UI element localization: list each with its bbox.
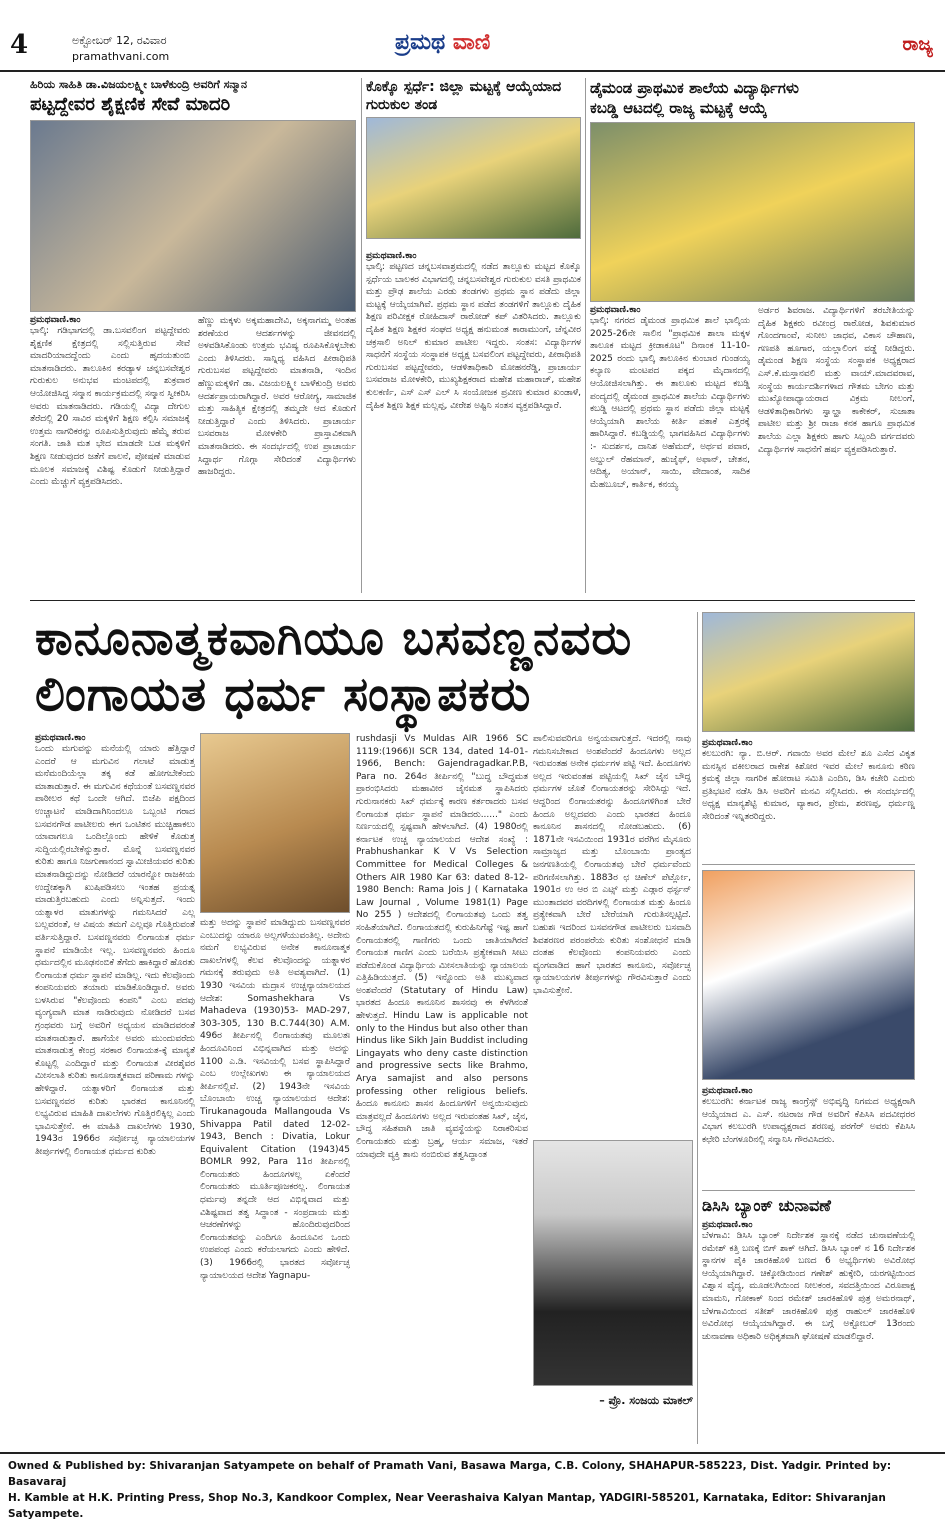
main-story-col3 <box>356 733 528 1438</box>
story5-byline: ಪ್ರಮಥವಾಣಿ.ಕಾಂ <box>702 1086 753 1096</box>
story6-headline: ಡಿಸಿಸಿ ಬ್ಯಾಂಕ್ ಚುನಾವಣೆ <box>702 1196 831 1215</box>
main-byline: ಪ್ರಮಥವಾಣಿ.ಕಾಂ <box>35 733 86 743</box>
story5-photo <box>702 870 915 1080</box>
story3-body-col2: ಅರ್ಡರ ಶಿವರಾಜ. ವಿದ್ಯಾರ್ಥಿಗಳಿಗೆ ತರಬೇತಿಯನ್ನು ದೈಹಿಕ ಶಿಕ್ಷಕರು ರವೀಂದ್ರ ರಾಠೋಡ, ಶಿವಕುಮಾರ ಗೊಂದಗಾಂವೆ, ಸುನೀಲ ಜಾಧವ, ವಿಕಾಸ ಚೌಹಾಣ, ಗಣಪತಿ ಹೂಗಾರ, ಯಲ್ಲಾಲಿಂಗ ವಡ್ಡೆ ನೀಡಿದ್ದರು. ಡೈಮಂಡ ಶಿಕ್ಷಣ ಸಂಸ್ಥೆಯ ಸಂಸ್ಥಾಪಕ ಅಧ್ಯಕ್ಷರಾದ ಎಸ್.ಕೆ.ಮಸ್ತಾನವಲಿ ಮತ್ತು ವಾಯ್.ಮಾದವರಾವ, ಸಂಸ್ಥೆಯ ಕಾರ್ಯದರ್ಶಿಗಳಾದ ಗೌತಮ ಬೇಗಂ ಮತ್ತು ಮುಖ್ಯೋಪಾಧ್ಯಾಯರಾದ ವಿಕ್ರಮ ನೀಲಂಗೆ, ಆಡಳಿತಾಧಿಕಾರಿಗಳು ಸ್ವಾಲ್ಹಾ ಕಾಕೇಕರ್, ಸುಜಾತಾ ಪಾಟೀಲ ಮತ್ತು ಶ್ರೀ ರಾಜಾ ಕನಕ ಹಾಗೂ ಪ್ರಾಥಮಿಕ ಶಾಲೆಯ ಎಲ್ಲಾ ಶಿಕ್ಷಕರು ಹಾಗು ಸಿಬ್ಬಂದಿ ವರ್ಗದವರು ವಿದ್ಯಾರ್ಥಿಗಳ ಸಾಧನೆಗೆ ಹರ್ಷ ವ್ಯಕ್ತಪಡಿಸಿರುತ್ತಾರೆ. <box>758 306 915 455</box>
main-story-col1 <box>35 733 195 1448</box>
story-divider <box>702 1190 915 1191</box>
column-divider <box>697 612 698 1444</box>
story6-body: ಬೆಳಗಾವಿ: ಡಿಸಿಸಿ ಬ್ಯಾಂಕ್ ನಿರ್ದೇಶಕ ಸ್ಥಾನಕ್ಕೆ ನಡೆದ ಚುನಾವಣೆಯಲ್ಲಿ ರಮೇಶ್ ಕತ್ತಿ ಬಣಕ್ಕೆ ಬಿಗ್ ಶಾಕ್ ಆಗಿದೆ. ಡಿಸಿಸಿ ಬ್ಯಾಂಕ್ ನ 16 ನಿರ್ದೇಶಕ ಸ್ಥಾನಗಳ ಪೈಕಿ ಜಾರಕಿಹೊಳಿ ಬಣದ 6 ಅಭ್ಯರ್ಥಿಗಳು ಅವಿರೋಧ ಆಯ್ಕೆಯಾಗಿದ್ದಾರೆ. ಚಿಕ್ಕೋಡಿಯಿಂದ ಗಣೇಶ್ ಹುಕ್ಕೇರಿ, ಯರಗಟ್ಟಿಯಿಂದ ವಿಶ್ವಾಸ ವೈದ್ಯ, ಮೂಡಲಗಿಯಿಂದ ನೀಲಕಂಠ, ಸವದತ್ತಿಯಿಂದ ವಿರೂಪಾಕ್ಷ ಮಾಮನಿ, ಗೋಕಾಕ್ ನಿಂದ ರಮೇಶ್ ಜಾರಕಿಹೊಳಿ ಪುತ್ರ ಅಮರನಾಥ್, ಬೆಳಗಾವಿಯಿಂದ ಸತೀಶ್ ಜಾರಕಿಹೊಳಿ ಪುತ್ರ ರಾಹುಲ್ ಜಾರಕಿಹೊಳಿ ಅವಿರೋಧ ಆಯ್ಕೆಯಾಗಿದ್ದಾರೆ. ಈ ಬಗ್ಗೆ ಅಕ್ಟೋಬರ್ 13ರಂದು ಚುನಾವಣಾ ಅಧಿಕಾರಿ ಅಧಿಕೃತವಾಗಿ ಘೋಷಣೆ ಮಾಡಲಿದ್ದಾರೆ. <box>702 1231 915 1342</box>
story6-byline: ಪ್ರಮಥವಾಣಿ.ಕಾಂ <box>702 1220 753 1230</box>
story1-kicker: ಹಿರಿಯ ಸಾಹಿತಿ ಡಾ.ವಿಜಯಲಕ್ಷ್ಮೀ ಬಾಳೆಕುಂದ್ರಿ ಅವರಿಗೆ ಸನ್ಮಾನ <box>30 78 248 91</box>
story2-photo <box>366 117 581 239</box>
main-body-col3: rushdasji Vs Muldas AIR 1966 SC 1119:(1966)I SCR 134, dated 14-01-1966, Bench: Gajendragadkar.P.B, Para no. 264ರ ತೀರ್ಪಿನಲ್ಲಿ "ಬುದ್ಧ ಬೌದ್ಧಮತ ಪ್ರಾರಂಭಿಸಿದರು ಮಹಾವೀರ ಜೈನಮತ ಸ್ಥಾಪಿಸಿದರು ಗುರುನಾನಕರು ಸಿಖ್ ಧರ್ಮಕ್ಕೆ ಕಾರಣ ಕರ್ತರಾದರು ಬಸವ ಲಿಂಗಾಯತ ಧರ್ಮ ಸ್ಥಾಪನೆ ಮಾಡಿದರು......" ಎಂದು ನಿರ್ಣಯದಲ್ಲಿ ಸ್ಪಷ್ಟವಾಗಿ ಹೇಳಲಾಗಿದೆ. (4) 1980ರಲ್ಲಿ ಕರ್ನಾಟಕ ಉಚ್ಚ ನ್ಯಾಯಾಲಯದ ಆದೇಶ ಸಂಖ್ಯೆ : Prabhushankar K V Vs Selection Committee for Medical Colleges & Others AIR 1980 Kar 63: dated 8-12-1980 Bench: Rama Jois J ( Karnataka Law Journal , Volume 1981(1) Page No 255 ) ಆದೇಶದಲ್ಲಿ ಲಿಂಗಾಯತವು ಒಂದು ತತ್ವ ಸಂಹಿತೆಯಾಗಿದೆ. ಲಿಂಗಾಯತದಲ್ಲಿ ಕುರುಹಿನಿಗೆಷ್ಟೆ ಇಷ್ಟ ಹಾಗೆ ಲಿಂಗಾಯತರಲ್ಲಿ ಗಾಣಿಗರು ಒಂದು ಜಾತಿಯಾಗಿರದೆ ಲಿಂಗಾಯತ ಗಾಣಿಗ ಎಂದು ಬರೆಯಿಸಿ ಪ್ರತ್ಯೇಕವಾಗಿ ಸೀಟು ಪಡೆದುಕೊಂಡ ವಿದ್ಯಾರ್ಥಿಯ ಮೀಸಲಾತಿಯನ್ನು ನ್ಯಾಯಾಲಯ ಎತ್ತಿಹಿಡಿಯುತ್ತದೆ. (5) ಇನ್ನೊಂದು ಅತಿ ಮುಖ್ಯವಾದ ಅಂಶವೆಂದರೆ (Statutary of Hindu Law) ಭಾರತದ ಹಿಂದೂ ಕಾನೂನಿನ ಶಾಸನವು ಈ ಕೆಳಗಿನಂತೆ ಹೇಳುತ್ತದೆ. Hindu Law is applicable not only to the Hindus but also other than Hindus like Sikh Jain Buddist including Lingayats who deny caste distinction and progressive sects like Brahmo, Arya samajist and also persons professing other religious beliefs. ಹಿಂದೂ ಕಾನೂನು ಶಾಸನ ಹಿಂದೂಗಳಿಗೆ ಅನ್ವಯಿಸುವುದು ಮಾತ್ರವಲ್ಲದೆ ಹಿಂದೂಗಳು ಅಲ್ಲದ ಇರುವಂತಹ ಸಿಖ್, ಜೈನ, ಬೌದ್ಧ ಸಹಿತವಾಗಿ ಜಾತಿ ವ್ಯವಸ್ಥೆಯನ್ನು ನಿರಾಕರಿಸುವ ಲಿಂಗಾಯತರು ಮತ್ತು ಬ್ರಹ್ಮ, ಆರ್ಯ ಸಮಾಜ, ಇತರೆ ಯಾವುದೇ ವ್ಯಕ್ತಿ ತಾನು ನಂಬಿರುವ ತತ್ವಸಿದ್ಧಾಂತ <box>356 734 528 1160</box>
section-label: ರಾಜ್ಯ <box>902 34 933 55</box>
story2-body: ಭಾಲ್ಕಿ: ಪಟ್ಟಣದ ಚನ್ನಬಸವಾಶ್ರಮದಲ್ಲಿ ನಡೆದ ತಾಲ್ಲೂಕು ಮಟ್ಟದ ಕೊಕ್ಕೊ ಸ್ಪರ್ಧೆಯ ಬಾಲಕರ ವಿಭಾಗದಲ್ಲಿ ಚನ್ನಬಸವೇಶ್ವರ ಗುರುಕುಲ ವಸತಿ ಪ್ರಾಥಮಿಕ ಮತ್ತು ಪ್ರೌಢ ಶಾಲೆಯ ಎರಡು ತಂಡಗಳು ಪ್ರಥಮ ಸ್ಥಾನ ಪಡೆದು ಜಿಲ್ಲಾ ಮಟ್ಟಕ್ಕೆ ಆಯ್ಕೆಯಾಗಿವೆ. ಪ್ರಥಮ ಸ್ಥಾನ ಪಡೆದ ತಂಡಗಳಿಗೆ ತಾಲ್ಲೂಕು ದೈಹಿಕ ಶಿಕ್ಷಣ ಪರಿವೀಕ್ಷಕ ರೋಹಿದಾಸ್ ರಾಠೋಡ್ ಕಪ್ ವಿತರಿಸಿದರು. ತಾಲ್ಲೂಕು ದೈಹಿಕ ಶಿಕ್ಷಣ ಶಿಕ್ಷಕರ ಸಂಘದ ಅಧ್ಯಕ್ಷ ಹನುಮಂತ ಕಾರಾಮುಂಗೆ, ಚೆನ್ನವೀರ ಚಕ್ರಸಾಲಿ ಅನಿಲ್ ಕುಮಾರ ಪಾಟೀಲ ಇದ್ದರು. ಸಂತಸ: ವಿದ್ಯಾರ್ಥಿಗಳ ಸಾಧನೆಗೆ ಸಂಸ್ಥೆಯ ಸಂಸ್ಥಾಪಕ ಅಧ್ಯಕ್ಷ ಬಸವಲಿಂಗ ಪಟ್ಟದ್ದೇವರು, ಪೀಠಾಧಿಪತಿ ಗುರುಬಸವ ಪಟ್ಟದ್ದೇವರು, ಆಡಳಿತಾಧಿಕಾರಿ ಮೋಹನರೆಡ್ಡಿ, ಪ್ರಾಚಾರ್ಯ ಬಸವರಾಜ ಮೋಳಕೇರಿ, ಮುಖ್ಯಶಿಕ್ಷಕರಾದ ಮಹೇಶ ಮಹಾರಾಜ್, ಮಹೇಶ ಕುಲಕರ್ಣಿ, ಎಸ್ ಎಸ್ ಎಲ್ ಸಿ ಸಂಯೋಜಕ ಪ್ರವೀಣ ಕುಮಾರ ಖಂಡಾಳೆ, ದೈಹಿಕ ಶಿಕ್ಷಣ ಶಿಕ್ಷಕ ಮಲ್ಲಪ್ಪ, ವೀರೇಶ ಅಷ್ಟಿನಿ ಸಂತಸ ವ್ಯಕ್ತಪಡಿಸಿದ್ದಾರೆ. <box>366 262 581 411</box>
main-headline-1: ಕಾನೂನಾತ್ಮಕವಾಗಿಯೂ ಬಸವಣ್ಣನವರು <box>35 611 633 666</box>
story2-headline: ಕೊಕ್ಕೊ ಸ್ಪರ್ಧೆ: ಜಿಲ್ಲಾ ಮಟ್ಟಕ್ಕೆ ಆಯ್ಕೆಯಾದ ಗುರುಕುಲ ತಂಡ <box>366 79 562 113</box>
site-url[interactable]: pramathvani.com <box>72 50 170 63</box>
story3-byline: ಪ್ರಮಥವಾಣಿ.ಕಾಂ <box>590 305 641 315</box>
basavanna-illustration <box>200 733 350 913</box>
story3-photo <box>590 122 915 302</box>
story1-photo <box>30 120 356 312</box>
main-story-col2 <box>200 733 350 1439</box>
issue-date: ಅಕ್ಟೋಬರ್ 12, ರವಿವಾರ <box>72 34 167 47</box>
story-kho-kho <box>366 78 581 579</box>
story4-photo <box>702 612 915 732</box>
page-header <box>0 0 945 72</box>
author-caption: – ಪ್ರೊ. ಸಂಜಯ ಮಾಕಲ್ <box>599 1394 693 1407</box>
column-divider <box>585 78 586 593</box>
section-divider <box>30 600 915 601</box>
imprint-line-2: H. Kamble at H.K. Printing Press, Shop No.3, Kandkoor Complex, Near Veerashaiva Kalyan Mantap, YADGIRI-585201, Karnataka, Editor: Shivaranjan Satyampete. <box>8 1492 886 1520</box>
story4-byline: ಪ್ರಮಥವಾಣಿ.ಕಾಂ <box>702 738 753 748</box>
story5-body: ಕಲಬುರಗಿ: ಕರ್ನಾಟಕ ರಾಜ್ಯ ಕಾಂಗ್ರೆಸ್ಸ್ ಅಭಿವೃದ್ಧಿ ನಿಗಮದ ಅಧ್ಯಕ್ಷರಾಗಿ ಆಯ್ಕೆಯಾದ ಎ. ಎಸ್. ನಟರಾಜ ಗೌಡ ಅವರಿಗೆ ಕೆಪಿಸಿಸಿ ಪದವೀಧರರ ವಿಭಾಗ ಕಲಬುರಗಿ ಉಪಾಧ್ಯಕ್ಷರಾದ ಶರಣಪ್ಪ ಪರಗೆರ್ ಅವರು ಕೆಪಿಸಿಸಿ ಕಛೇರಿ ಬೆಂಗಳೂರಿನಲ್ಲಿ ಸನ್ಮಾನಿಸಿ ಗೌರವಿಸಿದರು. <box>702 1097 915 1145</box>
masthead-logo: ಪ್ರಮಥ ವಾಣಿ <box>395 30 491 55</box>
main-body-col2: ಮತ್ತು ಅದನ್ನು ಸ್ಥಾಪನೆ ಮಾಡಿದ್ದುದು ಬಸವಣ್ಣನವರ ಎಂಬುದನ್ನು ಯಾರೂ ಅಲ್ಲಗಳೆಯುವಂತಿಲ್ಲ. ಅದೇನು ನಮಗೆ ಲಭ್ಯವಿರುವ ಅನೇಕ ಕಾನೂನಾತ್ಮಕ ದಾಖಲೆಗಳಲ್ಲಿ ಕೆಲವ ಕೆಲವೊಂದನ್ನು ಯತ್ನಾಳರ ಗಮನಕ್ಕೆ ತರುವುದು ಅತಿ ಅವಶ್ಯವಾಗಿದೆ. (1) 1930 ಇಸವಿಯ ಮದ್ರಾಸ ಉಚ್ಚನ್ಯಾಯಾಲಯದ ಆದೇಶ: Somashekhara Vs Mahadeva (1930)53- MAD-297, 303-305, 130 B.C.744(30) A.M. 496ರ ತೀರ್ಪಿನಲ್ಲಿ ಲಿಂಗಾಯತವು ಮೂಲತಃ ಹಿಂದೂವಿನಿಂದ ವಿಭಿನ್ನವಾಗಿದ ಮತ್ತು ಅದನ್ನು 1100 ಎ.ಡಿ. ಇಸವಿಯಲ್ಲಿ ಬಸವ ಸ್ಥಾಪಿಸಿದ್ದಾರೆ ಎಂಬ ಉಲ್ಲೇಖಗಳು ಈ ನ್ಯಾಯಾಲಯದ ತೀರ್ಪಿನಲ್ಲಿವೆ. (2) 1943ನೇ ಇಸವಿಯ ಬೊಂಬಾಯಿ ಉಚ್ಚ ನ್ಯಾಯಾಲಯದ ಆದೇಶ: Tirukanagouda Mallangouda Vs Shivappa Patil dated 12-02-1943, Bench : Divatia, Lokur Equivalent Citation (1943)45 BOMLR 992, Para 11ರ ತೀರ್ಪಿನಲ್ಲಿ ಲಿಂಗಾಯತರು ಹಿಂದೂಗಳಲ್ಲ ಏಕೆಂದರೆ ಲಿಂಗಾಯತರು ಮೂರ್ತಿಪೂಜಕರಲ್ಲ. ಲಿಂಗಾಯತ ಧರ್ಮವು ತನ್ನದೇ ಆದ ವಿಭಿನ್ನವಾದ ಮತ್ತು ವಿಶಿಷ್ಟವಾದ ತತ್ವ ಸಿದ್ಧಾಂತ - ಸಂಪ್ರದಾಯ ಮತ್ತು ಆಚರಣೆಗಳನ್ನು ಹೊಂದಿರುವುದರಿಂದ ಲಿಂಗಾಯತವನ್ನು ಎಂದಿಗೂ ಹಿಂದೂವಿನ ಒಂದು ಉಪಪಂಥ ಎಂದು ಕರೆಯಲಾಗದು ಎಂದು ಹೇಳಿದೆ. (3) 1966ರಲ್ಲಿ ಭಾರತದ ಸರ್ವೋಚ್ಛ ನ್ಯಾಯಾಲಯದ ಆದೇಶ Yagnapu- <box>200 918 350 1281</box>
story3-headline-2: ಕಬಡ್ಡಿ ಆಟದಲ್ಲಿ ರಾಜ್ಯ ಮಟ್ಟಕ್ಕೆ ಆಯ್ಕೆ <box>590 99 767 117</box>
story4-body: ಕಲಬುರಗಿ: ನ್ಯಾ. ಬಿ.ಆರ್. ಗವಾಯಿ ಅವರ ಮೇಲೆ ಶೂ ಎಸೆದ ವಿಕೃತ ಮನಸ್ಸಿನ ವಕೀಲರಾದ ರಾಕೇಶ ಕಿಶೋರ ಇವರ ಮೇಲೆ ಕಾನೂನು ಕಠಿಣ ಕ್ರಮಕ್ಕೆ ಜಿಲ್ಲಾ ನಾಗರಿಕ ಹೋರಾಟ ಸಮಿತಿ ಎಂದಿನಿ, ಡಿಸಿ ಕಚೇರಿ ಎದುರು ಪ್ರತಿಭಟನೆ ನಡೆಸಿ ಡಿಸಿ ಅವರಿಗೆ ಮನವಿ ಸಲ್ಲಿಸಿದರು. ಈ ಸಂದರ್ಭದಲ್ಲಿ ಅಧ್ಯಕ್ಷ ಮಾನ್ಯಶೆಟ್ಟಿ ಕುಮಾರ, ವ್ಯಾಕಾರ, ಪ್ರೇಮ, ಶರಣಪ್ಪ, ಧರ್ಮಣ್ಣ ಸೇರಿದಂತೆ ಇನ್ನಿತರರಿದ್ದರು. <box>702 749 915 822</box>
main-body-col4: ಪಾಲಿಸುವವರಿಗೂ ಅನ್ವಯವಾಗುತ್ತದೆ. ಇದರಲ್ಲಿ ನಾವು ಗಮನಿಸಬೇಕಾದ ಅಂಶವೆಂದರೆ ಹಿಂದೂಗಳು ಅಲ್ಲದ ಇರುವಂತಹ ಅನೇಕ ಧರ್ಮಗಳ ಪಟ್ಟಿ ಇದೆ. ಹಿಂದೂಗಳು ಅಲ್ಲದ ಇರುವಂತಹ ಪಟ್ಟಿಯಲ್ಲಿ ಸಿಖ್ ಜೈನ ಬೌದ್ಧ ಧರ್ಮಗಳ ಜೊತೆ ಲಿಂಗಾಯತರನ್ನು ಸೇರಿಸಿದ್ದು ಇದೆ. ಆದ್ದರಿಂದ ಲಿಂಗಾಯತರನ್ನು ಹಿಂದೂಗಳಿಗಿಂತ ಬೇರೆ ಹಿಂದೂ ಅಲ್ಲದವರು ಎಂದು ಭಾರತದ ಹಿಂದೂ ಕಾನೂನಿನ ಶಾಸನದಲ್ಲಿ ನೋಡಬಹುದು. (6) 1871ನೇ ಇಸವಿಯಿಂದ 1931ರ ವರೆಗಿನ ಮೈಸೂರು ಸಾಮ್ರಾಜ್ಯದ ಮತ್ತು ಬೊಂಬಾಯಿ ಪ್ರಾಂತ್ಯದ ಜನಗಣತಿಯಲ್ಲಿ ಲಿಂಗಾಯತವು ಬೇರೆ ಧರ್ಮವೆಂದು ಪರಿಗಣಿಸಲಾಗಿತ್ತು. 1883ರ ಛ ಚಿಣೆಲ್ ಪೆರ್ಟ್ಲೋ, 1901ರ ಉ ಆರ ಬಿ ಎಟ್ಸ್ ಮತ್ತು ಎಡ್ಗಾರ ಥರ್ಸ್ಟನ್ ಮುಂತಾದವರ ವರದಿಗಳಲ್ಲಿ ಲಿಂಗಾಯತ ಮತ್ತು ಹಿಂದೂ ಪ್ರತ್ಯೇಕವಾಗಿ ಬೇರೆ ಬೇರೆಯಾಗಿ ಗುರುತಿಸಲ್ಪಟ್ಟಿದೆ. ಬಹುಶಃ ಇದರಿಂದ ಬಸವನಗೌಡ ಪಾಟೀಲರು ಬಸವಾದಿ ಶಿವಶರಣರ ಪರಂಪರೆಯ ಕುರಿತು ಸಂಶೋಧನೆ ಮಾಡಿ ದಂತಹ ಕೆಲವೊಂದು ಕಂಪನಿಯವರು ಎಂದು ವ್ಯಂಗವಾಡಿದ ಹಾಗೆ ಭಾರತದ ಕಾನೂನು, ಸರ್ವೋಚ್ಛ ನ್ಯಾಯಾಲಯಗಳ ತೀರ್ಪುಗಳನ್ನು ಗೌರವಿಸುತ್ತಾರೆ ಎಂದು ಭಾವಿಸುತ್ತೇನೆ. <box>533 734 691 996</box>
story3-body-col1: ಭಾಲ್ಕಿ: ನಗರದ ಡೈಮಂಡ ಪ್ರಾಥಮಿಕ ಶಾಲೆ ಭಾಲ್ಕಿಯ 2025-26ನೇ ಸಾಲಿನ "ಪ್ರಾಥಮಿಕ ಶಾಲಾ ಮಕ್ಕಳ ತಾಲೂಕ ಮಟ್ಟದ ಕ್ರೀಡಾಕೂಟ" ದಿನಾಂಕ 11-10-2025 ರಂದು ಭಾಲ್ಕಿ ತಾಲೂಕಿನ ಕುಂಬಾರ ಗುಂಡಯ್ಯ ಕಲ್ಯಾಣ ಮಂಟಪದ ಪಕ್ಕದ ಮೈದಾನದಲ್ಲಿ ಆಯೋಜಿಸಲಾಗಿತ್ತು. ಈ ತಾಲೂಕು ಮಟ್ಟದ ಕಬಡ್ಡಿ ಪಂದ್ಯದಲ್ಲಿ ಡೈಮಂಡ ಪ್ರಾಥಮಿಕ ಶಾಲೆಯ ವಿದ್ಯಾರ್ಥಿಗಳು ಕಬಡ್ಡಿ ಆಟದಲ್ಲಿ ಪ್ರಥಮ ಸ್ಥಾನ ಪಡೆದು ಜಿಲ್ಲಾ ಮಟ್ಟಕ್ಕೆ ಆಯ್ಕೆಯಾಗಿ ಶಾಲೆಯ ಕೀರ್ತಿ ಪತಾಕೆ ಎತ್ತರಕ್ಕೆ ಹಾರಿಸಿದ್ದಾರೆ. ಕಬಡ್ಡಿಯಲ್ಲಿ ಭಾಗವಹಿಸಿದ ವಿದ್ಯಾರ್ಥಿಗಳು :- ಸುದರ್ಶನ, ದಾನಿಶ ಅಹೆಮದ್, ಅರ್ಥವ ಪವಾರ, ಅಬ್ದುಲ್ ರೆಹಮಾನ್, ಹುಜೈಫ್, ಅಫಾನ್, ಚೇತನ, ಆದಿತ್ಯ, ಅಯಾನ್, ಸಾಯಿ, ವೇದಾಂತ, ಸಾದಿಕ ಮೆಹಬೂಬ್, ಕಾರ್ತಿಕ, ಕನಯ್ಯ <box>590 316 750 490</box>
page-number: 4 <box>10 30 29 60</box>
story-honour <box>30 78 356 567</box>
story1-body-col1: ಭಾಲ್ಕಿ: ಗಡಿಭಾಗದಲ್ಲಿ ಡಾ.ಬಸವಲಿಂಗ ಪಟ್ಟದ್ದೇವರು ಶೈಕ್ಷಣಿಕ ಕ್ಷೇತ್ರದಲ್ಲಿ ಸಲ್ಲಿಸುತ್ತಿರುವ ಸೇವೆ ಮಾದರಿಯಾದದ್ದೆಂದು ಎಂದು ಹೃದಯತುಂಬಿ ಮಾತನಾಡಿದರು. ತಾಲೂಕಿನ ಕರಡ್ಯಾಳ ಚನ್ನಬಸವೇಶ್ವರ ಗುರುಕುಲ ಅನುಭವ ಮಂಟಪದಲ್ಲಿ ಶುಕ್ರವಾರ ಆಯೋಜಿಸಿದ್ದ ಸನ್ಮಾನ ಕಾರ್ಯಕ್ರಮದಲ್ಲಿ ಸನ್ಮಾನ ಸ್ವೀಕರಿಸಿ ಅವರು ಮಾತನಾಡಿದರು. ಗಡಿಯಲ್ಲಿ ವಿದ್ಯಾ ದೇಗುಲ ತೆರೆದಲ್ಲಿ 20 ಸಾವಿರ ಮಕ್ಕಳಿಗೆ ಶಿಕ್ಷಣ ಕಲ್ಪಿಸಿ ಸಮಾಜಕ್ಕೆ ಉತ್ತಮ ನಾಗರಿಕರನ್ನು ರೂಪಿಸುತ್ತಿರುವುದು ಹೆಮ್ಮೆ ತರುವ ಸಂಗತಿ. ಜಾತಿ ಮತ ಭೇದ ಮಾಡದೇ ಬಡ ಮಕ್ಕಳಿಗೆ ಶಿಕ್ಷಣ ನೀಡುವುದರ ಜತೆಗೆ ಪಾಲನೆ, ಪೋಷಣೆ ಮಾಡುವ ಮೂಲಕ ಸಮಾಜಕ್ಕೆ ವಿಶಿಷ್ಟ ಕೊಡುಗೆ ನೀಡುತ್ತಿದ್ದಾರೆ ಎಂದು ಮೆಚ್ಚುಗೆ ವ್ಯಕ್ತಪಡಿಸಿದರು. <box>30 326 190 488</box>
story1-byline: ಪ್ರಮಥವಾಣಿ.ಕಾಂ <box>30 315 81 325</box>
story1-body-col2: ಹೆಣ್ಣು ಮಕ್ಕಳು ಅಕ್ಕಮಹಾದೇವಿ, ಅಕ್ಕನಾಗಮ್ಮ ಅಂತಹ ಶರಣೆಯರ ಆದರ್ಶಗಳನ್ನು ಜೀವನದಲ್ಲಿ ಅಳವಡಿಸಿಕೊಂಡು ಉತ್ತಮ ಭವಿಷ್ಯ ರೂಪಿಸಿಕೊಳ್ಳಬೇಕು ಎಂದು ತಿಳಿಸಿದರು. ಸಾನ್ನಿಧ್ಯ ವಹಿಸಿದ ಪೀಠಾಧಿಪತಿ ಗುರುಬಸವ ಪಟ್ಟದ್ದೇವರು ಮಾತನಾಡಿ, ಇಂದಿನ ಹೆಣ್ಣುಮಕ್ಕಳಿಗೆ ಡಾ. ವಿಜಯಲಕ್ಷ್ಮೀ ಬಾಳೆಕುಂದ್ರಿ ಅವರು ಆದರ್ಶಪ್ರಾಯರಾಗಿದ್ದಾರೆ. ಅವರ ಆರೋಗ್ಯ, ಸಾಮಾಜಿಕ ಮತ್ತು ಸಾಹಿತ್ಯಿಕ ಕ್ಷೇತ್ರದಲ್ಲಿ ತಮ್ಮದೇ ಆದ ಕೊಡುಗೆ ನೀಡುತ್ತಿದ್ದಾರೆ ಎಂದು ತಿಳಿಸಿದರು. ಪ್ರಾಚಾರ್ಯ ಬಸವರಾಜ ಮೋಳಕೇರಿ ಪ್ರಾಸ್ತಾವಿಕವಾಗಿ ಮಾತನಾಡಿದರು. ಈ ಸಂದರ್ಭದಲ್ಲಿ ಉಪ ಪ್ರಾಚಾರ್ಯ ಸಿದ್ದಾರ್ಥ ಗೊಗ್ಗಾ ಸೇರಿದಂತೆ ವಿದ್ಯಾರ್ಥಿಗಳು ಹಾಜರಿದ್ದರು. <box>198 316 356 478</box>
story3-headline-1: ಡೈಮಂಡ ಪ್ರಾಥಮಿಕ ಶಾಲೆಯ ವಿದ್ಯಾರ್ಥಿಗಳು <box>590 79 799 97</box>
author-photo <box>533 1140 693 1386</box>
story2-byline: ಪ್ರಮಥವಾಣಿ.ಕಾಂ <box>366 251 417 261</box>
story1-headline: ಪಟ್ಟದ್ದೇವರ ಶೈಕ್ಷಣಿಕ ಸೇವೆ ಮಾದರಿ <box>30 94 231 115</box>
main-body-col1: ಒಂದು ಮಗುವನ್ನು ಮನೆಯಲ್ಲಿ ಯಾರು ಹೆತ್ತಿದ್ದಾರೆ ಎಂದರೆ ಆ ಮಗುವಿನ ಗಲಾಟೆ ಮಾಡುತ್ತ ಮನೆಮಂದಿಯೆಲ್ಲಾ ತಕ್ಕ ಕಡೆ ಹೋಗಬೇಕೆಂದು ಮಾತಾಡುತ್ತಾರೆ. ಈ ಮಗುವಿನ ಕಥೆಯಂತೆ ಬಸವಣ್ಣನವರ ಪಾಠೀಲರ ಕಥೆ ಒಂದೇ ಆಗಿದೆ. ಬಿಜೆಪಿ ಪಕ್ಷದಿಂದ ಉಚ್ಚಾಟನೆ ಮಾಡಿದಾಗಿನಿಂದಲೂ ಒಬ್ಬಂಟಿ ಗರಾದ ಬಸವನಗೌಡ ಪಾಟೀಲರು ಈಗ ಒಂಟಿತನ ಮುಚ್ಚಿಹಾಕಲು ಯಾವಾಗಲೂ ಒಂದಿಲ್ಲೊಂದು ಹೇಳಿಕೆ ಕೊಡುತ್ತ ಸುದ್ದಿಯಲ್ಲಿರಬೇಕೆನ್ನುತ್ತಾರೆ. ಮೊನ್ನೆ ಬಸವಣ್ಣನವರ ಕುರಿತು ಹಾಗೂ ನಿಜಗುಣಾನಂದ ಸ್ವಾಮೀಜಿಯವರ ಕುರಿತು ಮಾತನಾಡಿದ್ದುದನ್ನು ನೋಡಿದರೆ ಯಾರನ್ನೋ ರಾಜಕೀಯ ಉದ್ದೇಶಕ್ಕಾಗಿ ಖುಷಿಪಡಿಸಲು ಇಂತಹ ಪ್ರಯತ್ನ ಮಾಡುತ್ತಿರಬಹುದು ಎಂದು ಅನ್ನಿಸುತ್ತದೆ. ಇಂದು ಯತ್ನಾಳರ ಮಾತುಗಳನ್ನು ಗಮನಿಸಿದರೆ ಎಲ್ಲ ಬಲ್ಲವರಂತೆ, ಆ ವಿಷಯ ತಮಗೆ ಎಲ್ಲವೂ ಗೊತ್ತಿರುವಂತೆ ವರ್ತಿಸುತ್ತಿದ್ದಾರೆ. ಬಸವಣ್ಣನವರು ಲಿಂಗಾಯತ ಧರ್ಮ ಸ್ಥಾಪನೆ ಮಾಡಿಯೇ ಇಲ್ಲ. ಬಸವಣ್ಣನವರು ಹಿಂದೂ ಧರ್ಮದಲ್ಲಿನ ಮೂಢನಂಬಿಕೆ ತೆಗೆದು ಹಾಕಿದ್ದಾರೆ ಹೊರತು ಲಿಂಗಾಯತ ಧರ್ಮ ಸ್ಥಾಪನೆ ಮಾಡಿಲ್ಲ. ಇದು ಕೆಲವೊಂದು ಕಂಪನಿಯವರು ತಯಾರು ಮಾಡಿಕೊಂಡಿದ್ದಾರೆ. ಅವರು ಬಳಸಿರುವ "ಕೆಲವೊಂದು ಕಂಪನಿ" ಎಂಬ ಪದವು ವ್ಯಂಗ್ಯವಾಗಿ ಮಾತ ನಾಡಿರುವುದು ನೋಡಿದರೆ ಬಸವ ಗ್ರಂಥವರು ಬಗ್ಗೆ ಅವರಿಗೆ ಅಧ್ಯಯನ ಮಾಡಿದವರಂತೆ ಮಾತನಾಡುತ್ತಾರೆ. ಹಾಗೆಯೇ ಅವರು ಮುಂದುವರೆದು ಮಾತನಾಡುತ್ತ ಕೇಂದ್ರ ಸರಕಾರ ಲಿಂಗಾಯತ-ಕ್ಕೆ ಮಾನ್ಯತೆ ಕೊಟ್ಟಲ್ಲಿ ಎಂದಿದ್ದಾರೆ ಮತ್ತು ಲಿಂಗಾಯತ ವೀರಶೈವರ ಮೀಸಲಾತಿ ಕುರಿತು ಕಾನೂನಾತ್ಮಕವಾದ ಪರಿಣಾಮ ಗಳನ್ನು ಹೇಳಿದ್ದಾರೆ. ಯತ್ನಾಳರಿಗೆ ಲಿಂಗಾಯತ ಮತ್ತು ಬಸವಣ್ಣನವರ ಕುರಿತು ಭಾರತದ ಕಾನೂನಿನಲ್ಲಿ ಲಭ್ಯವಿರುವ ಮಾಹಿತಿ ದಾಖಲೆಗಳು ಗೊತ್ತಿರಲಿಕ್ಕಿಲ್ಲ ಎಂದು ಭಾವಿಸುತ್ತೇನೆ. ಈ ಮಾಹಿತಿ ದಾಖಲೆಗಳು 1930, 1943ರ 1966ರ ಸರ್ವೋಚ್ಛ ನ್ಯಾಯಾಲಯಗಳ ತೀರ್ಪುಗಳಲ್ಲಿ ಲಿಂಗಾಯತ ಧರ್ಮದ ಕುರಿತು <box>35 744 195 1157</box>
story-kabaddi <box>590 78 915 567</box>
column-divider <box>361 78 362 593</box>
story-dcc-bank <box>702 1196 915 1440</box>
imprint-footer <box>0 1452 945 1520</box>
main-headline-2: ಲಿಂಗಾಯತ ಧರ್ಮ ಸಂಸ್ಥಾಪಕರು <box>35 667 532 722</box>
story-protest <box>702 612 915 860</box>
story-felicitation <box>702 870 915 1196</box>
main-story-col4 <box>533 733 691 1125</box>
story-divider <box>702 864 915 865</box>
imprint-line-1: Owned & Published by: Shivaranjan Satyampete on behalf of Pramath Vani, Basawa Marga, C.B. Colony, SHAHAPUR-585223, Dist. Yadgir. Printed by: Basavaraj <box>8 1460 892 1488</box>
